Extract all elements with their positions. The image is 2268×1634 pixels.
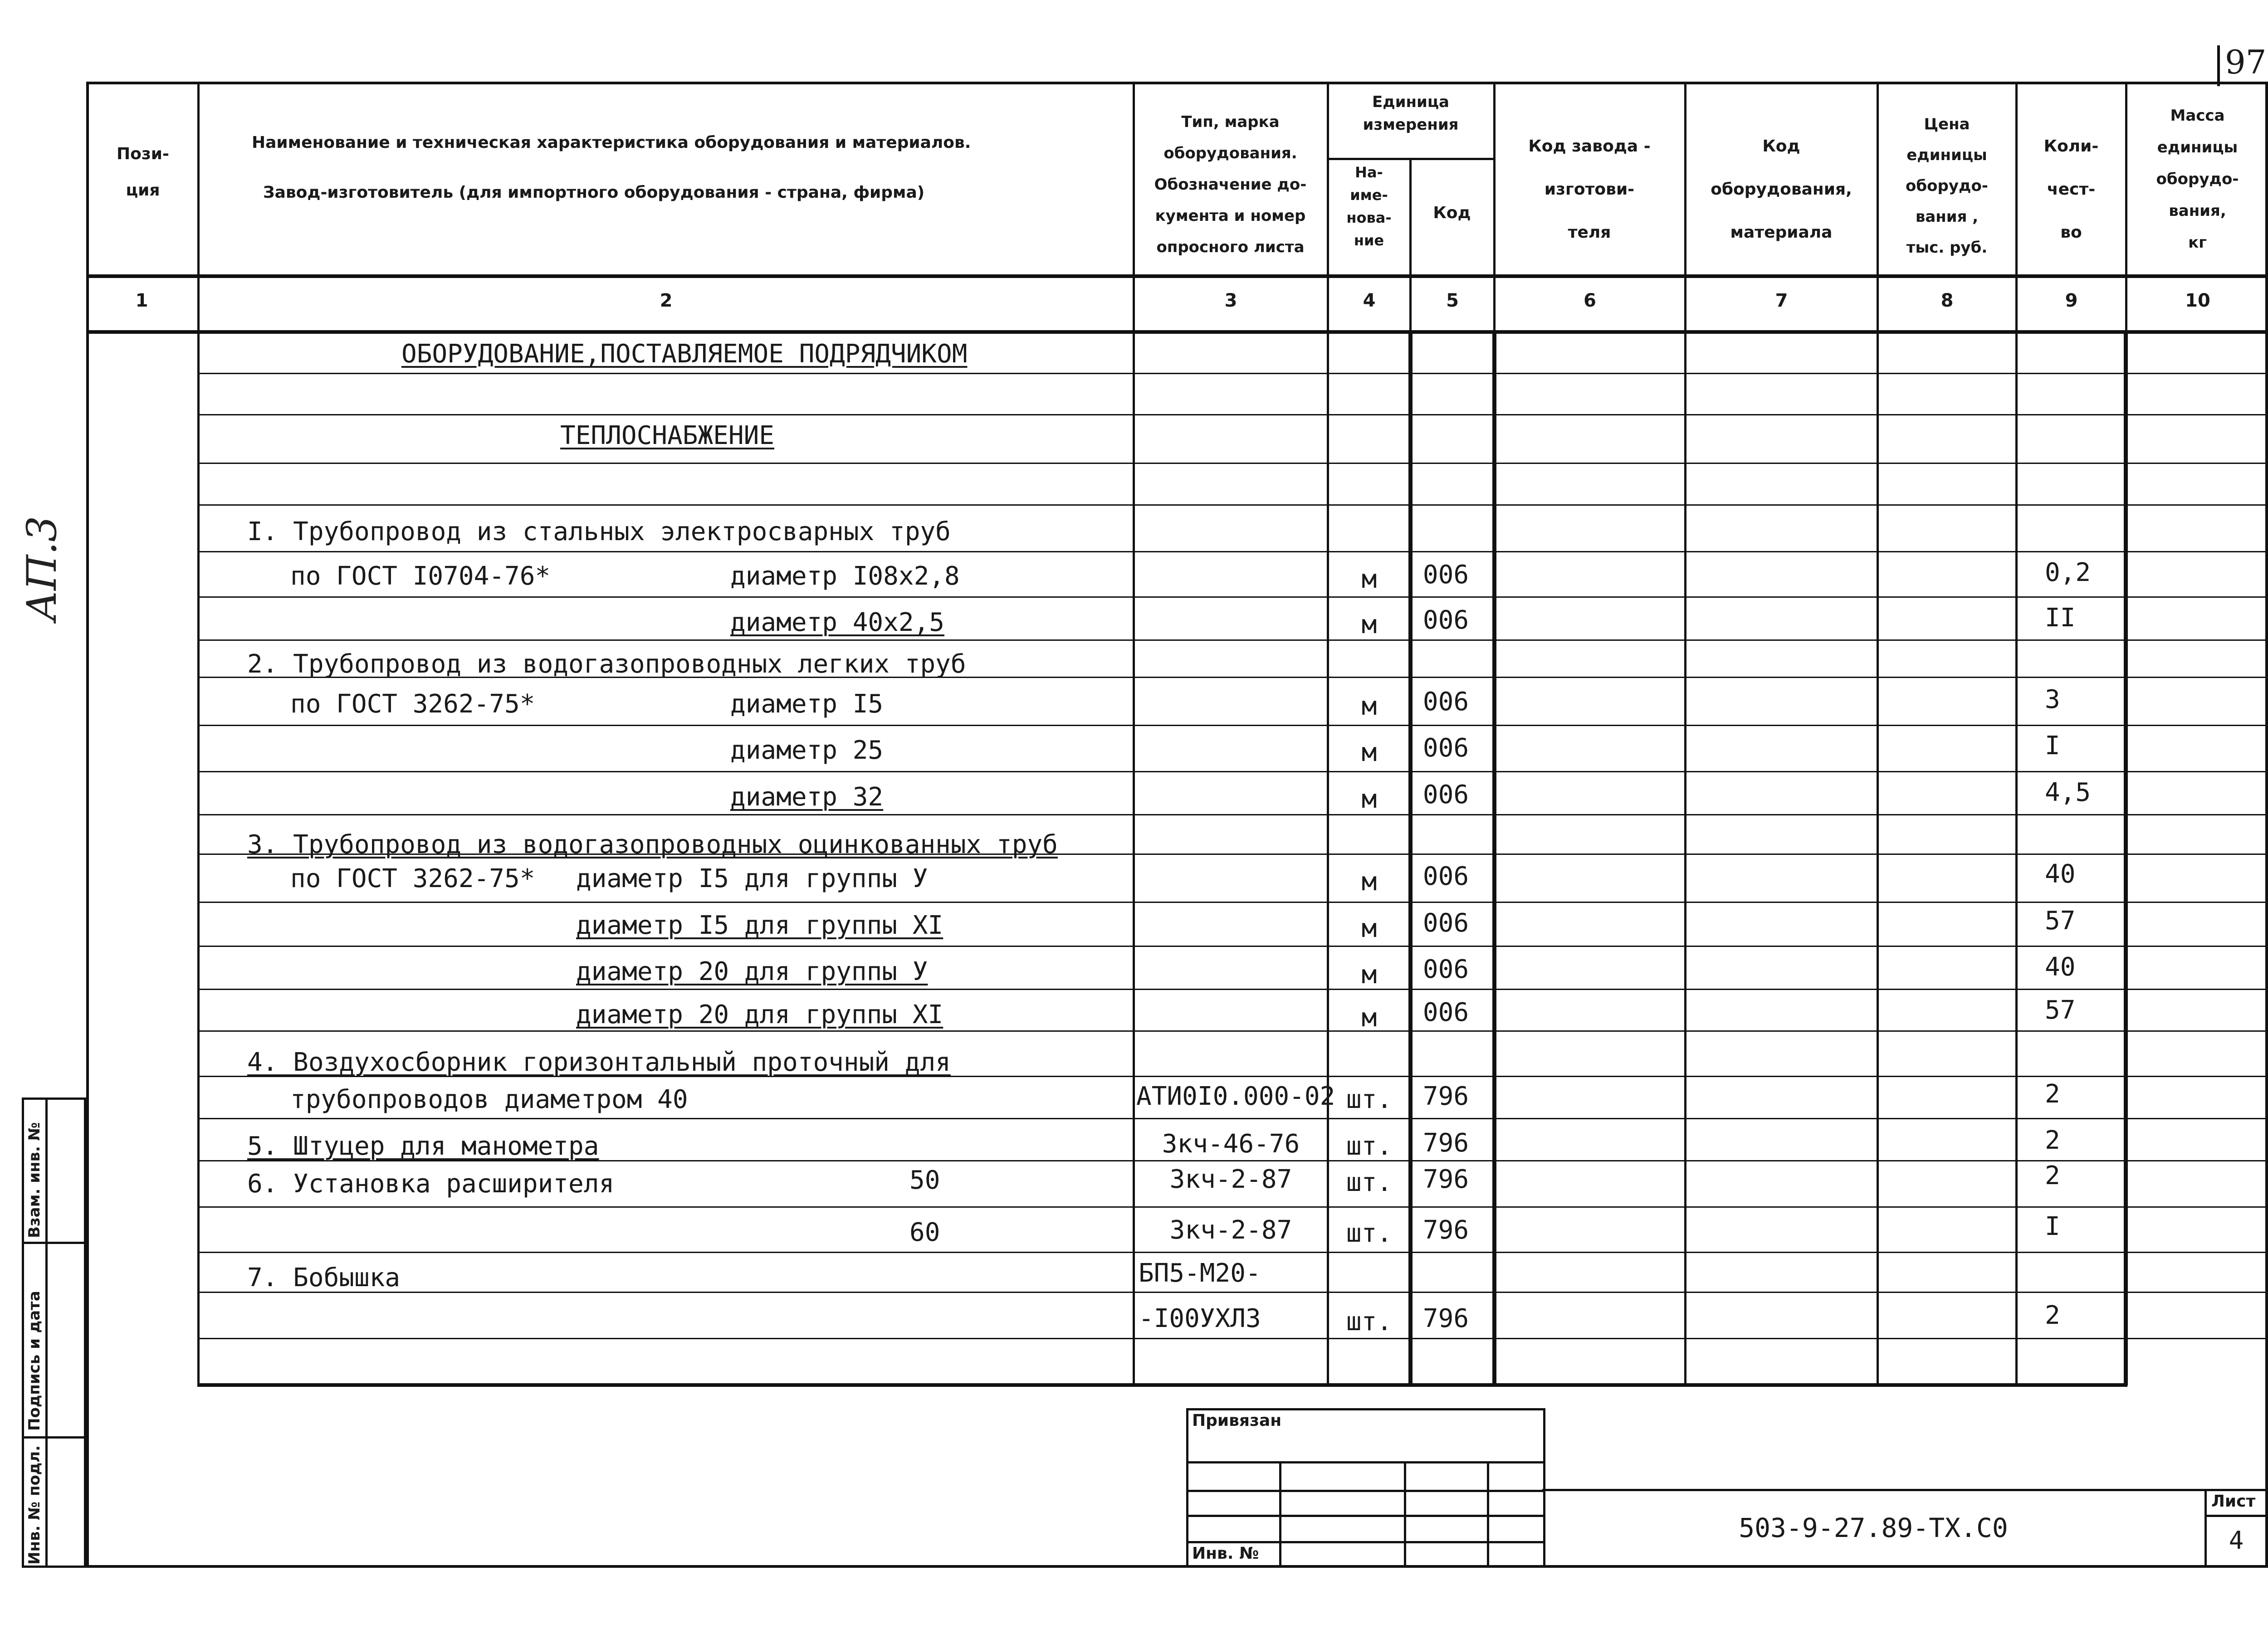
header-equipment-code: Код оборудования, материала	[1711, 137, 1852, 242]
row-separator	[197, 551, 2268, 552]
side-strip-line-2	[22, 1436, 86, 1439]
row-17-code: 796	[1422, 1215, 1469, 1245]
row-11-dim: диаметр 20 для группы У	[576, 957, 928, 986]
row-18-type: БП5-М20-	[1139, 1258, 1261, 1288]
row-separator	[197, 414, 2268, 415]
row-5-qty: 3	[2045, 685, 2060, 714]
row-separator	[197, 1206, 2268, 1208]
header-unit-group: Единица измерения	[1363, 93, 1459, 134]
row-17-type: 3кч-2-87	[1169, 1215, 1292, 1245]
row-3-qty: II	[2045, 603, 2076, 633]
row-16-unit: шт.	[1346, 1168, 1393, 1197]
row-9-text: по ГОСТ 3262-75*	[290, 864, 535, 893]
side-strip-divider	[45, 1097, 48, 1568]
attached-label: Привязан	[1192, 1411, 1282, 1430]
row-14-type: АТИ0I0.000-02	[1136, 1082, 1335, 1111]
row-12-dim: диаметр 20 для группы XI	[576, 1000, 943, 1029]
header-factory-code: Код завода - изготови- теля	[1528, 137, 1651, 242]
row-separator	[197, 946, 2268, 947]
row-19-qty: 2	[2045, 1301, 2060, 1330]
header-position: Пози- ция	[117, 145, 169, 200]
row-separator	[197, 1292, 2268, 1293]
row-separator	[197, 1030, 2268, 1032]
row-1-text: I. Трубопровод из стальных электросварных труб	[247, 517, 951, 546]
unit-group-line	[1327, 158, 1493, 160]
row-6-code: 006	[1422, 733, 1469, 763]
row-2-dim: диаметр I08х2,8	[730, 561, 960, 591]
header-quantity: Коли- чест- во	[2043, 137, 2099, 242]
row-2-code: 006	[1422, 560, 1469, 590]
row-12-unit: м	[1361, 1003, 1377, 1033]
row-15-qty: 2	[2045, 1126, 2060, 1155]
row-11-qty: 40	[2045, 952, 2076, 982]
inv-label: Инв. №	[1192, 1544, 1259, 1563]
row-5-dim: диаметр I5	[730, 689, 884, 719]
sheet-label: Лист	[2211, 1492, 2256, 1511]
col-number-4: 4	[1363, 290, 1376, 311]
row-16-code: 796	[1422, 1165, 1469, 1194]
col-number-9: 9	[2065, 290, 2078, 311]
row-3-code: 006	[1422, 605, 1469, 635]
row-separator	[197, 463, 2268, 464]
numbers-bottom-line	[86, 330, 2268, 334]
row-16-type: 3кч-2-87	[1169, 1165, 1292, 1194]
row-12-qty: 57	[2045, 995, 2076, 1025]
row-separator	[197, 902, 2268, 903]
row-7-unit: м	[1361, 785, 1377, 814]
header-unit-name: На- име- нова- ние	[1346, 164, 1392, 249]
row-10-dim: диаметр I5 для группы XI	[576, 911, 943, 940]
row-15-unit: шт.	[1346, 1132, 1393, 1161]
row-16-dim: 50	[909, 1166, 940, 1195]
col-number-5: 5	[1446, 290, 1459, 311]
row-17-qty: I	[2045, 1212, 2060, 1241]
attached-line-1	[1186, 1461, 1545, 1463]
col-number-2: 2	[660, 290, 673, 311]
row-17-unit: шт.	[1346, 1219, 1393, 1248]
header-type: Тип, марка оборудования. Обозначение до- кумента и номер опросного листа	[1154, 113, 1307, 256]
row-separator	[197, 596, 2268, 598]
section-title: ОБОРУДОВАНИЕ,ПОСТАВЛЯЕМОЕ ПОДРЯДЧИКОМ	[401, 339, 968, 369]
row-16-qty: 2	[2045, 1161, 2060, 1190]
row-separator	[197, 1118, 2268, 1119]
document-code: 503-9-27.89-ТХ.С0	[1739, 1512, 2008, 1543]
row-5-unit: м	[1361, 692, 1377, 721]
code-block-top	[1542, 1489, 2268, 1491]
row-separator	[197, 989, 2268, 990]
attached-line-2	[1186, 1490, 1545, 1492]
row-3-unit: м	[1361, 610, 1377, 639]
attached-line-3	[1186, 1515, 1545, 1517]
attached-vline-3	[1487, 1461, 1489, 1568]
attached-line-4	[1186, 1541, 1545, 1543]
col-number-7: 7	[1775, 290, 1788, 311]
header-price: Цена единицы оборудо- вания , тыс. руб.	[1906, 115, 1988, 257]
row-7-qty: 4,5	[2045, 778, 2091, 807]
row-14-unit: шт.	[1346, 1085, 1393, 1114]
sheet-number: 4	[2229, 1526, 2244, 1555]
row-10-qty: 57	[2045, 906, 2076, 936]
attached-vline-1	[1279, 1461, 1281, 1568]
row-12-code: 006	[1422, 998, 1469, 1027]
handwritten-mark: АП.3	[18, 516, 66, 621]
header-mass: Масса единицы оборудо- вания, кг	[2156, 107, 2239, 252]
row-5-code: 006	[1422, 687, 1469, 717]
row-11-unit: м	[1361, 960, 1377, 990]
row-16-text: 6. Установка расширителя	[247, 1169, 615, 1199]
row-6-qty: I	[2045, 731, 2060, 761]
row-3-dim: диаметр 40х2,5	[730, 608, 945, 637]
header-bottom-line	[86, 274, 2268, 278]
row-10-code: 006	[1422, 908, 1469, 938]
row-separator	[197, 725, 2268, 726]
row-14-qty: 2	[2045, 1079, 2060, 1109]
row-6-dim: диаметр 25	[730, 736, 884, 765]
side-label-signature: Подпись и дата	[25, 1291, 44, 1431]
row-9-dim: диаметр I5 для группы У	[576, 864, 928, 893]
row-separator	[197, 1252, 2268, 1253]
row-18-text: 7. Бобышка	[247, 1263, 401, 1293]
row-13-text: 4. Воздухосборник горизонтальный проточный для	[247, 1048, 951, 1077]
header-name-line2: Завод-изготовитель (для импортного оборудования - страна, фирма)	[263, 183, 925, 202]
row-2-text: по ГОСТ I0704-76*	[290, 561, 551, 591]
row-9-unit: м	[1361, 867, 1377, 897]
row-separator	[197, 504, 2268, 506]
row-7-dim: диаметр 32	[730, 782, 884, 812]
row-15-text: 5. Штуцер для манометра	[247, 1132, 599, 1161]
row-10-unit: м	[1361, 914, 1377, 943]
row-17-dim: 60	[909, 1218, 940, 1247]
row-6-unit: м	[1361, 738, 1377, 767]
row-4-text: 2. Трубопровод из водогазопроводных легких труб	[247, 649, 966, 679]
col-number-6: 6	[1584, 290, 1596, 311]
attached-vline-2	[1404, 1461, 1406, 1568]
header-name-line1: Наименование и техническая характеристика оборудования и материалов.	[252, 133, 971, 152]
row-separator	[197, 639, 2268, 641]
row-separator	[197, 373, 2268, 374]
row-9-code: 006	[1422, 862, 1469, 891]
row-separator	[197, 814, 2268, 815]
row-15-type: 3кч-46-76	[1162, 1129, 1300, 1159]
col-number-3: 3	[1224, 290, 1237, 311]
row-separator	[197, 1338, 2268, 1339]
side-label-inv: Инв. № подл.	[25, 1445, 44, 1565]
side-strip-line-1	[22, 1242, 86, 1244]
row-14-code: 796	[1422, 1082, 1469, 1111]
side-label-replacement: Взам. инв. №	[25, 1122, 44, 1238]
col-number-8: 8	[1941, 290, 1954, 311]
row-2-qty: 0,2	[2045, 558, 2091, 587]
page-number-bar	[2217, 45, 2220, 86]
header-unit-code: Код	[1433, 204, 1471, 222]
row-2-unit: м	[1361, 565, 1377, 594]
subsection-title: ТЕПЛОСНАБЖЕНИЕ	[560, 421, 775, 450]
row-separator	[197, 771, 2268, 772]
page-number: 97	[2225, 43, 2267, 81]
sheet-label-line	[2204, 1515, 2268, 1517]
row-19-unit: шт.	[1346, 1307, 1393, 1336]
col-number-1: 1	[135, 290, 148, 311]
row-5-text: по ГОСТ 3262-75*	[290, 689, 535, 719]
row-19-type: -I00УХЛ3	[1139, 1304, 1261, 1333]
table-bottom-line	[197, 1383, 2127, 1387]
row-19-code: 796	[1422, 1304, 1469, 1333]
row-9-qty: 40	[2045, 859, 2076, 889]
row-15-code: 796	[1422, 1128, 1469, 1158]
row-8-text: 3. Трубопровод из водогазопроводных оцинкованных труб	[247, 830, 1058, 859]
col-number-10: 10	[2185, 290, 2210, 311]
row-14-text: трубопроводов диаметром 40	[290, 1085, 688, 1114]
row-11-code: 006	[1422, 955, 1469, 984]
row-7-code: 006	[1422, 780, 1469, 810]
